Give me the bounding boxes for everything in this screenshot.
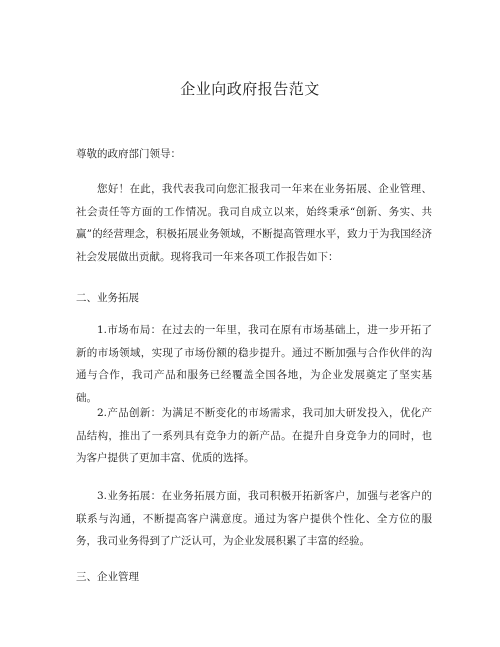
intro-paragraph: 您好！在此，我代表我司向您汇报我司一年来在业务拓展、企业管理、社会责任等方面的工作情况。我司自成立以来，始终秉承“创新、务实、共赢”的经营理念，积极拓展业务领域，不断提高管理水平，致力于为我国经济社会发展做出贡献。现将我司一年来各项工作报告如下： — [76, 183, 432, 263]
salutation: 尊敬的政府部门领导： — [76, 148, 181, 160]
paragraph-market-layout: 1.市场布局：在过去的一年里，我司在原有市场基础上，进一步开拓了新的市场领域，实现了市场份额的稳步提升。通过不断加强与合作伙伴的沟通与合作，我司产品和服务已经覆盖全国各地，为企业发展奠定了坚实基础。 — [76, 324, 432, 404]
section-heading-business: 二、业务拓展 — [76, 292, 139, 304]
paragraph-business-expansion: 3.业务拓展：在业务拓展方面，我司积极开拓新客户，加强与老客户的联系与沟通，不断提高客户满意度。通过为客户提供个性化、全方位的服务，我司业务得到了广泛认可，为企业发展积累了丰富的经验。 — [76, 490, 432, 547]
paragraph-product-innovation: 2.产品创新：为满足不断变化的市场需求，我司加大研发投入，优化产品结构，推出了一系列具有竞争力的新产品。在提升自身竞争力的同时，也为客户提供了更加丰富、优质的选择。 — [76, 407, 432, 464]
document-title: 企业向政府报告范文 — [180, 80, 320, 98]
section-heading-management: 三、企业管理 — [76, 571, 139, 583]
